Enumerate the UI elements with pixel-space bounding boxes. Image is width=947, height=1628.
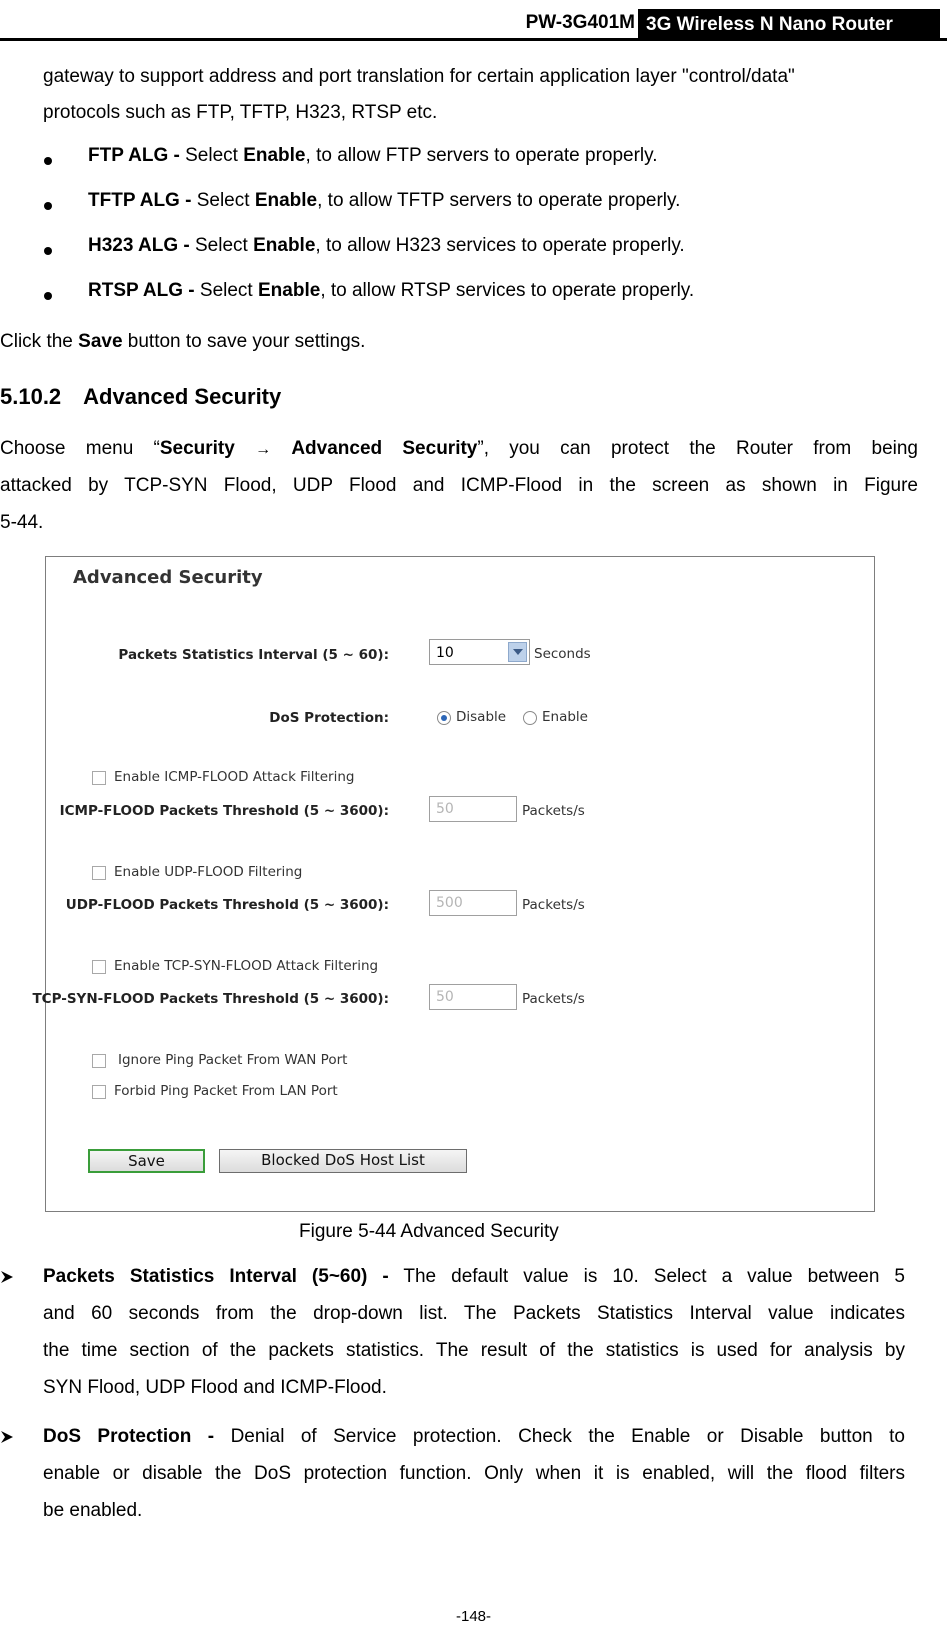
save-button[interactable]: Save	[88, 1149, 205, 1173]
udp-threshold-label: UDP-FLOOD Packets Threshold (5 ~ 3600):	[65, 897, 389, 913]
udp-filter-checkbox[interactable]	[92, 866, 106, 880]
udp-filter-label: Enable UDP-FLOOD Filtering	[114, 864, 303, 880]
def-interval-line-2: and 60 seconds from the drop-down list. The Packets Statistics Interval value indicates	[43, 1303, 905, 1324]
blocked-dos-host-list-button[interactable]: Blocked DoS Host List	[219, 1149, 467, 1173]
icmp-threshold-input[interactable]: 50	[429, 796, 517, 822]
page-number: -148-	[455, 1608, 492, 1625]
ignore-ping-checkbox[interactable]	[92, 1054, 106, 1068]
arrow-bullet-icon	[0, 1270, 14, 1284]
interval-select[interactable]	[429, 639, 530, 665]
figure-screenshot	[32, 556, 875, 1212]
def-dos-line-3: be enabled.	[43, 1500, 143, 1521]
forbid-ping-checkbox[interactable]	[92, 1085, 106, 1099]
icmp-filter-checkbox[interactable]	[92, 771, 106, 785]
alg-bullet-rtsp: RTSP ALG - Select Enable, to allow RTSP services to operate properly.	[88, 280, 695, 301]
chevron-down-icon[interactable]	[508, 642, 527, 662]
def-interval-line-3: the time section of the packets statistics. The result of the statistics is used for analysis by	[43, 1340, 905, 1361]
arrow-bullet-icon	[0, 1430, 14, 1444]
header-rule	[0, 38, 947, 41]
alg-bullet-h323: H323 ALG - Select Enable, to allow H323 services to operate properly.	[88, 235, 685, 256]
section-heading: 5.10.2 Advanced Security	[0, 384, 282, 409]
figure-title: Advanced Security	[73, 567, 263, 588]
bullet-dot	[44, 157, 52, 165]
interval-unit: Seconds	[534, 646, 591, 662]
figure-caption: Figure 5-44 Advanced Security	[299, 1221, 559, 1242]
header-product: 3G Wireless N Nano Router	[638, 9, 940, 39]
def-interval-line-4: SYN Flood, UDP Flood and ICMP-Flood.	[43, 1377, 387, 1398]
udp-threshold-input[interactable]: 500	[429, 890, 517, 916]
ignore-ping-label: Ignore Ping Packet From WAN Port	[118, 1052, 348, 1068]
choose-line-2: attacked by TCP-SYN Flood, UDP Flood and ICMP-Flood in the screen as shown in Figure	[0, 475, 918, 496]
alg-bullet-tftp: TFTP ALG - Select Enable, to allow TFTP servers to operate properly.	[88, 190, 681, 211]
tcp-filter-checkbox[interactable]	[92, 960, 106, 974]
udp-unit: Packets/s	[522, 897, 585, 913]
save-note: Click the Save button to save your settings.	[0, 331, 366, 352]
def-dos-line-1: DoS Protection - Denial of Service protection. Check the Enable or Disable button to	[43, 1426, 905, 1447]
choose-line-1: Choose menu “Security → Advanced Security”, you can protect the Router from being	[0, 438, 918, 459]
icmp-unit: Packets/s	[522, 803, 585, 819]
def-dos-line-2: enable or disable the DoS protection function. Only when it is enabled, will the flood filters	[43, 1463, 905, 1484]
bullet-dot	[44, 292, 52, 300]
choose-line-3: 5-44.	[0, 512, 44, 533]
page-header	[0, 0, 947, 42]
dos-disable-label: Disable	[456, 709, 507, 725]
intro-line-2: protocols such as FTP, TFTP, H323, RTSP etc.	[43, 102, 438, 123]
tcp-threshold-label: TCP-SYN-FLOOD Packets Threshold (5 ~ 3600):	[32, 991, 389, 1007]
bullet-dot	[44, 247, 52, 255]
icmp-filter-label: Enable ICMP-FLOOD Attack Filtering	[114, 769, 355, 785]
dos-disable-radio[interactable]	[437, 711, 451, 725]
tcp-threshold-input[interactable]: 50	[429, 984, 517, 1010]
dos-enable-label: Enable	[542, 709, 588, 725]
dos-enable-radio[interactable]	[523, 711, 537, 725]
intro-line-1: gateway to support address and port translation for certain application layer "control/data"	[43, 66, 795, 87]
interval-value: 10	[436, 645, 454, 661]
tcp-filter-label: Enable TCP-SYN-FLOOD Attack Filtering	[114, 958, 379, 974]
alg-bullet-ftp: FTP ALG - Select Enable, to allow FTP servers to operate properly.	[88, 145, 658, 166]
tcp-unit: Packets/s	[522, 991, 585, 1007]
forbid-ping-label: Forbid Ping Packet From LAN Port	[114, 1083, 338, 1099]
bullet-dot	[44, 202, 52, 210]
icmp-threshold-label: ICMP-FLOOD Packets Threshold (5 ~ 3600):	[59, 803, 389, 819]
header-model: PW-3G401M	[525, 12, 635, 33]
interval-label: Packets Statistics Interval (5 ~ 60):	[118, 647, 389, 663]
def-interval-line-1: Packets Statistics Interval (5~60) - The default value is 10. Select a value between 5	[43, 1266, 906, 1287]
dos-label: DoS Protection:	[269, 710, 389, 726]
